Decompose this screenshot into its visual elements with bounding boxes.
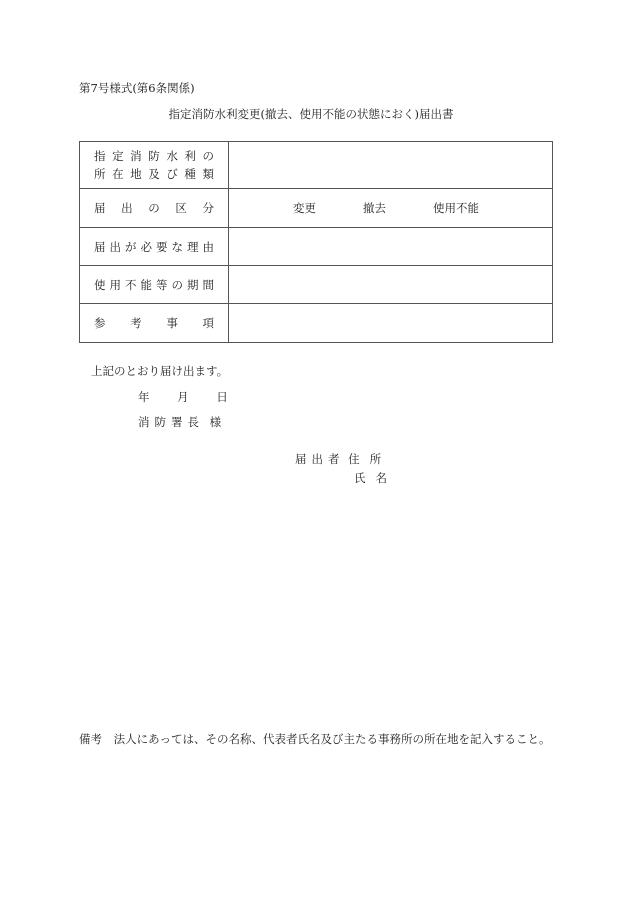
option-removal[interactable]: 撤去 [363, 201, 386, 215]
remarks [79, 731, 551, 747]
address-label: 住所 [348, 452, 392, 466]
reference-field[interactable] [229, 304, 553, 343]
remarks-label: 備考 [79, 732, 102, 746]
period-field[interactable] [229, 266, 553, 304]
form-table [79, 141, 553, 343]
row-label [80, 189, 229, 228]
row-label [80, 228, 229, 266]
label-line: 使用不能等の期間 [94, 277, 214, 292]
table-row [80, 228, 553, 266]
row-label [80, 142, 229, 189]
addressee-line [138, 414, 221, 430]
month-label: 月 [177, 390, 189, 404]
option-change[interactable]: 変更 [293, 201, 316, 215]
applicant-label: 届出者 [295, 452, 345, 466]
table-row [80, 304, 553, 343]
table-row [80, 189, 553, 228]
applicant-address-line [295, 451, 391, 467]
declaration: 上記のとおり届け出ます。 [91, 364, 229, 378]
document-title [0, 106, 630, 122]
addressee: 消防署長 [138, 415, 204, 429]
notification-type-field [229, 189, 553, 228]
name-label: 氏名 [354, 471, 397, 485]
label-line: 届出が必要な理由 [94, 239, 214, 254]
location-type-field[interactable] [229, 142, 553, 189]
remarks-text: 法人にあっては、その名称、代表者氏名及び主たる事務所の所在地を記入すること。 [113, 732, 551, 746]
label-line: 届出の区分 [94, 201, 214, 215]
row-label [80, 266, 229, 304]
label-line: 指定消防水利の [94, 149, 214, 163]
table-row [80, 266, 553, 304]
label-line: 参考事項 [94, 316, 214, 330]
row-label [80, 304, 229, 343]
date-line [138, 389, 228, 405]
table-row [80, 142, 553, 189]
title-text: 指定消防水利変更(撤去、使用不能の状態におく)届出書 [168, 107, 454, 121]
day-label: 日 [216, 390, 228, 404]
reason-field[interactable] [229, 228, 553, 266]
year-label: 年 [138, 390, 150, 404]
option-unusable[interactable]: 使用不能 [433, 201, 479, 215]
label-line: 所在地及び種類 [94, 167, 214, 181]
form-number: 第7号様式(第6条関係) [79, 81, 195, 95]
honorific: 様 [209, 415, 222, 429]
